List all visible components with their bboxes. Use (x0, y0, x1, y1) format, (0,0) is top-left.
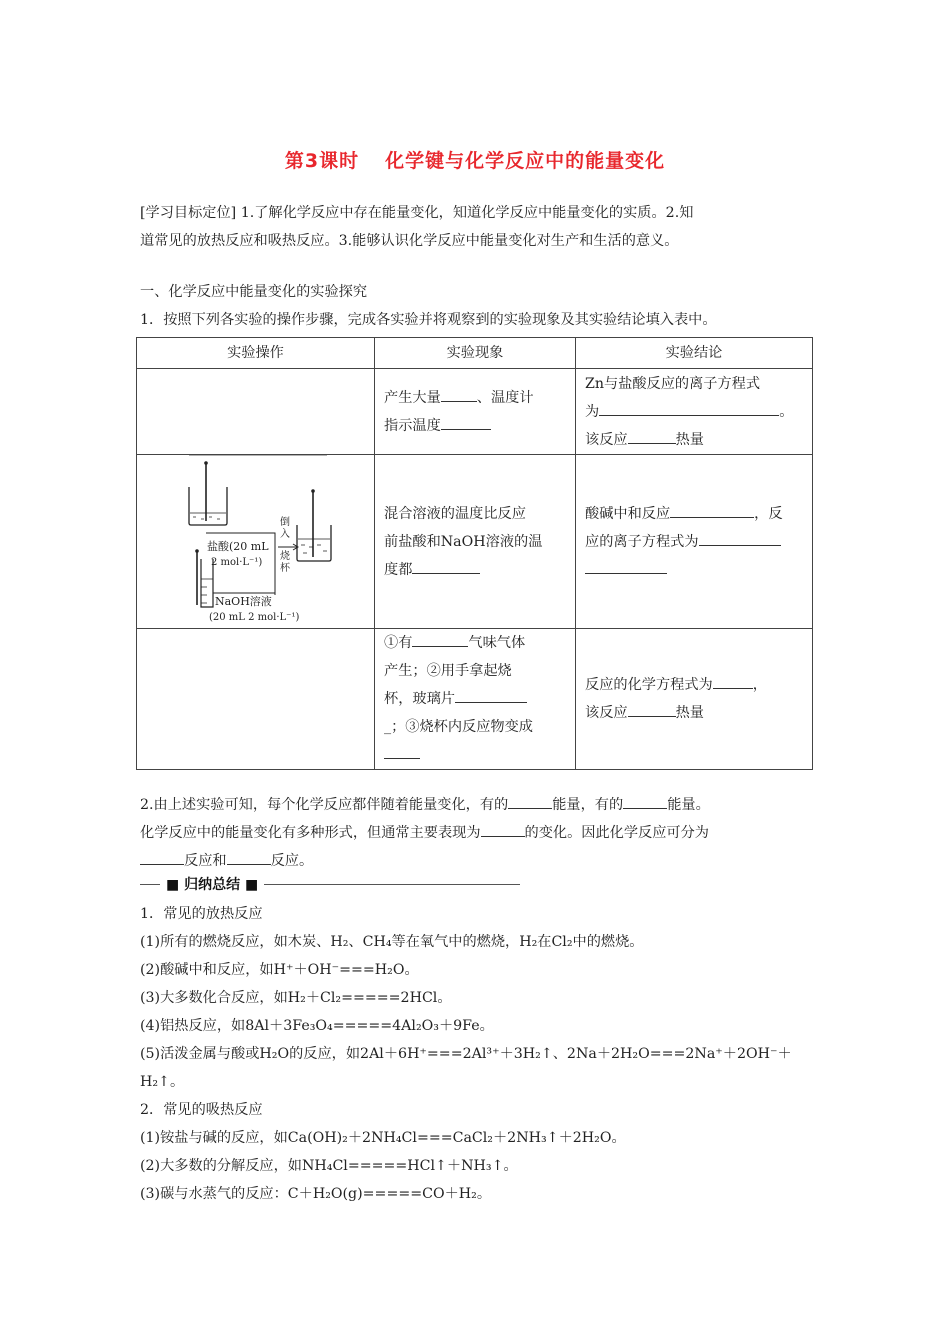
answer-blank[interactable] (713, 671, 753, 689)
objectives-line-1: [学习目标定位] 1.了解化学反应中存在能量变化，知道化学反应中能量变化的实质。2.知 (140, 205, 694, 221)
answer-blank[interactable] (384, 741, 420, 759)
answer-blank[interactable] (441, 412, 491, 430)
table-row (137, 369, 813, 455)
row1-conclusion: Zn与盐酸反应的离子方程式 为 。 该反应 热量 (576, 369, 813, 455)
row2-operation (137, 455, 375, 629)
row3-phenomenon: ①有 气味气体 产生；②用手拿起烧 杯，玻璃片 _；③烧杯内反应物变成 (375, 629, 576, 770)
endothermic-item-2: (2)大多数的分解反应，如NH₄Cl=====HCl↑＋NH₃↑。 (140, 1158, 518, 1174)
row1-phenomenon: 产生大量 、温度计 指示温度 (375, 369, 576, 455)
neutralization-apparatus-diagram (137, 455, 356, 628)
exothermic-title: 1．常见的放热反应 (140, 906, 263, 922)
answer-blank[interactable] (455, 685, 527, 703)
hcl-label: 盐酸(20 mL (207, 540, 269, 553)
objectives-line-2: 道常见的放热反应和吸热反应。3.能够认识化学反应中能量变化对生产和生活的意义。 (140, 233, 679, 249)
answer-blank[interactable] (585, 556, 667, 574)
exothermic-item-5: (5)活泼金属与酸或H₂O的反应，如2Al＋6H⁺===2Al³⁺＋3H₂↑、2Na＋2H₂O===2Na⁺＋2OH⁻＋ (140, 1046, 792, 1062)
header-conclusion: 实验结论 (576, 338, 813, 369)
row3-operation (137, 629, 375, 770)
answer-blank[interactable] (628, 426, 676, 444)
answer-blank[interactable] (670, 500, 754, 518)
table-row (137, 455, 813, 629)
answer-blank[interactable] (481, 819, 525, 837)
svg-text:入: 入 (280, 529, 290, 540)
answer-blank[interactable] (227, 847, 271, 865)
answer-blank[interactable] (412, 629, 468, 647)
answer-blank[interactable] (441, 384, 477, 402)
svg-text:倒: 倒 (280, 517, 290, 528)
answer-blank[interactable] (699, 528, 781, 546)
table-row (137, 629, 813, 770)
summary-banner (140, 875, 520, 895)
section-2-line-2: 化学反应中的能量变化有多种形式，但通常主要表现为 的变化。因此化学反应可分为 (140, 819, 820, 847)
exothermic-item-1: (1)所有的燃烧反应，如木炭、H₂、CH₄等在氧气中的燃烧，H₂在Cl₂中的燃烧。 (140, 934, 644, 950)
endothermic-item-1: (1)铵盐与碱的反应，如Ca(OH)₂＋2NH₄Cl===CaCl₂＋2NH₃↑＋2H₂O。 (140, 1130, 626, 1146)
page-title (0, 146, 950, 173)
exothermic-item-3: (3)大多数化合反应，如H₂＋Cl₂=====2HCl。 (140, 990, 452, 1006)
header-phenomenon: 实验现象 (375, 338, 576, 369)
pour-label (280, 515, 291, 574)
summary-content (140, 900, 820, 1208)
summary-tag: ■ 归纳总结 ■ (160, 875, 264, 895)
learning-objectives (140, 199, 820, 255)
answer-blank[interactable] (412, 556, 480, 574)
hcl-concentration-label: 2 mol·L⁻¹) (211, 557, 263, 568)
row2-phenomenon: 混合溶液的温度比反应 前盐酸和NaOH溶液的温 度都 (375, 455, 576, 629)
lesson-topic: 化学键与化学反应中的能量变化 (385, 150, 666, 172)
exothermic-item-4: (4)铝热反应，如8Al＋3Fe₃O₄=====4Al₂O₃＋9Fe。 (140, 1018, 494, 1034)
lesson-number: 第3课时 (284, 150, 360, 172)
row3-conclusion: 反应的化学方程式为 ， 该反应 热量 (576, 629, 813, 770)
svg-text:杯: 杯 (280, 563, 290, 574)
naoh-concentration-label: (20 mL 2 mol·L⁻¹) (209, 612, 300, 623)
row1-operation (137, 369, 375, 455)
table-header-row (137, 338, 813, 369)
naoh-label: NaOH溶液 (215, 595, 272, 608)
section-1-heading: 一、化学反应中能量变化的实验探究 (140, 284, 368, 300)
svg-text:烧: 烧 (280, 551, 290, 562)
row2-conclusion: 酸碱中和反应 ，反 应的离子方程式为 (576, 455, 813, 629)
answer-blank[interactable] (508, 791, 552, 809)
answer-blank[interactable] (599, 398, 779, 416)
section-2-line-3: 反应和 反应。 (140, 847, 820, 875)
exothermic-item-2: (2)酸碱中和反应，如H⁺＋OH⁻===H₂O。 (140, 962, 419, 978)
exothermic-item-5-cont: H₂↑。 (140, 1074, 185, 1090)
section-1-intro: 1．按照下列各实验的操作步骤，完成各实验并将观察到的实验现象及其实验结论填入表中。 (140, 312, 717, 328)
endothermic-title: 2．常见的吸热反应 (140, 1102, 263, 1118)
section-2-line-1: 2.由上述实验可知，每个化学反应都伴随着能量变化，有的 能量，有的 能量。 (140, 791, 820, 819)
answer-blank[interactable] (628, 699, 676, 717)
experiment-table (136, 337, 813, 770)
answer-blank[interactable] (140, 847, 184, 865)
endothermic-item-3: (3)碳与水蒸气的反应：C＋H₂O(g)=====CO＋H₂。 (140, 1186, 492, 1202)
header-operation: 实验操作 (137, 338, 375, 369)
answer-blank[interactable] (623, 791, 667, 809)
section-2 (140, 791, 820, 875)
section-1 (140, 278, 820, 334)
